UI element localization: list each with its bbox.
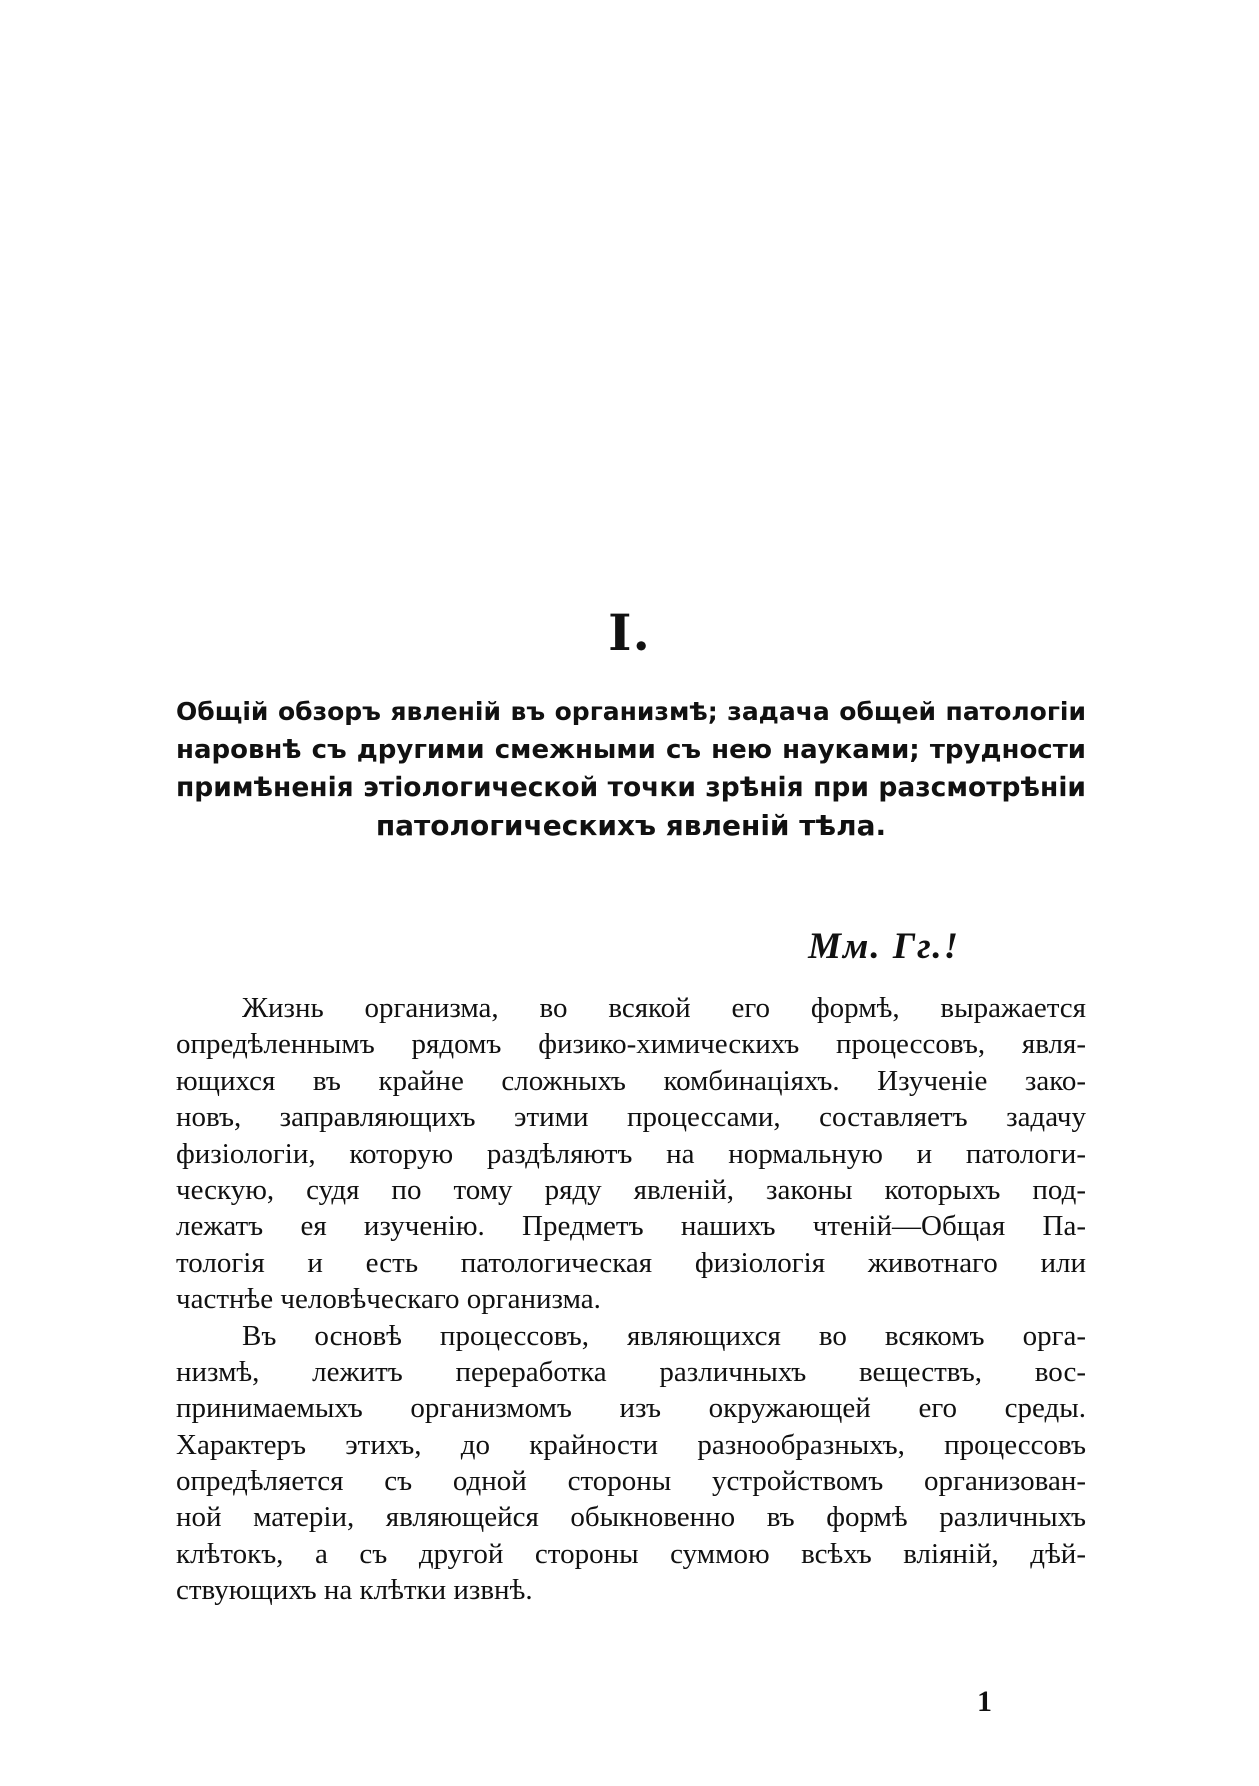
heading-line: Общій обзоръ явленій въ организмѣ; задача общей патологіи [176, 697, 1086, 726]
text-line: ющихся въ крайне сложныхъ комбинаціяхъ. Изученіе зако- [176, 1064, 1086, 1097]
text-line: ствующихъ на клѣтки извнѣ. [176, 1574, 533, 1607]
text-line: частнѣе человѣческаго организма. [176, 1283, 601, 1316]
page-number: 1 [977, 1685, 992, 1718]
text-line: ческую, судя по тому ряду явленій, законы которыхъ под- [176, 1173, 1086, 1206]
text-line: опредѣляется съ одной стороны устройствомъ организован- [176, 1465, 1086, 1498]
text-line: ной матеріи, являющейся обыкновенно въ формѣ различныхъ [176, 1501, 1086, 1534]
text-line: принимаемыхъ организмомъ изъ окружающей его среды. [176, 1392, 1086, 1425]
paragraph-2 [176, 1318, 1086, 1609]
heading-line: примѣненія этіологической точки зрѣнія при разсмотрѣніи [176, 772, 1086, 803]
chapter-heading [176, 693, 1086, 845]
body-text [176, 990, 1086, 1609]
chapter-number: I. [608, 603, 651, 662]
text-line: низмѣ, лежитъ переработка различныхъ веществъ, вос- [176, 1355, 1086, 1388]
heading-line: наровнѣ съ другими смежными съ нею науками; трудности [176, 735, 1086, 765]
text-line: опредѣленнымъ рядомъ физико-химическихъ процессовъ, явля- [176, 1028, 1086, 1061]
text-line: клѣтокъ, а съ другой стороны суммою всѣхъ вліяній, дѣй- [176, 1537, 1086, 1570]
text-line: физіологіи, которую раздѣляютъ на нормальную и патологи- [176, 1137, 1086, 1170]
text-line: Въ основѣ процессовъ, являющихся во всякомъ орга- [242, 1319, 1086, 1352]
paragraph-1 [176, 990, 1086, 1318]
heading-line: патологическихъ явленій тѣла. [375, 809, 887, 842]
text-line: новъ, заправляющихъ этими процессами, составляетъ задачу [176, 1101, 1086, 1134]
text-line: Характеръ этихъ, до крайности разнообразныхъ, процессовъ [176, 1428, 1086, 1461]
salutation: Мм. Гг.! [808, 926, 960, 967]
text-line: Жизнь организма, во всякой его формѣ, выражается [242, 992, 1086, 1024]
text-line: лежатъ ея изученію. Предметъ нашихъ чтеній—Общая Па- [176, 1210, 1086, 1243]
text-line: тологія и есть патологическая физіологія животнаго или [176, 1246, 1086, 1279]
